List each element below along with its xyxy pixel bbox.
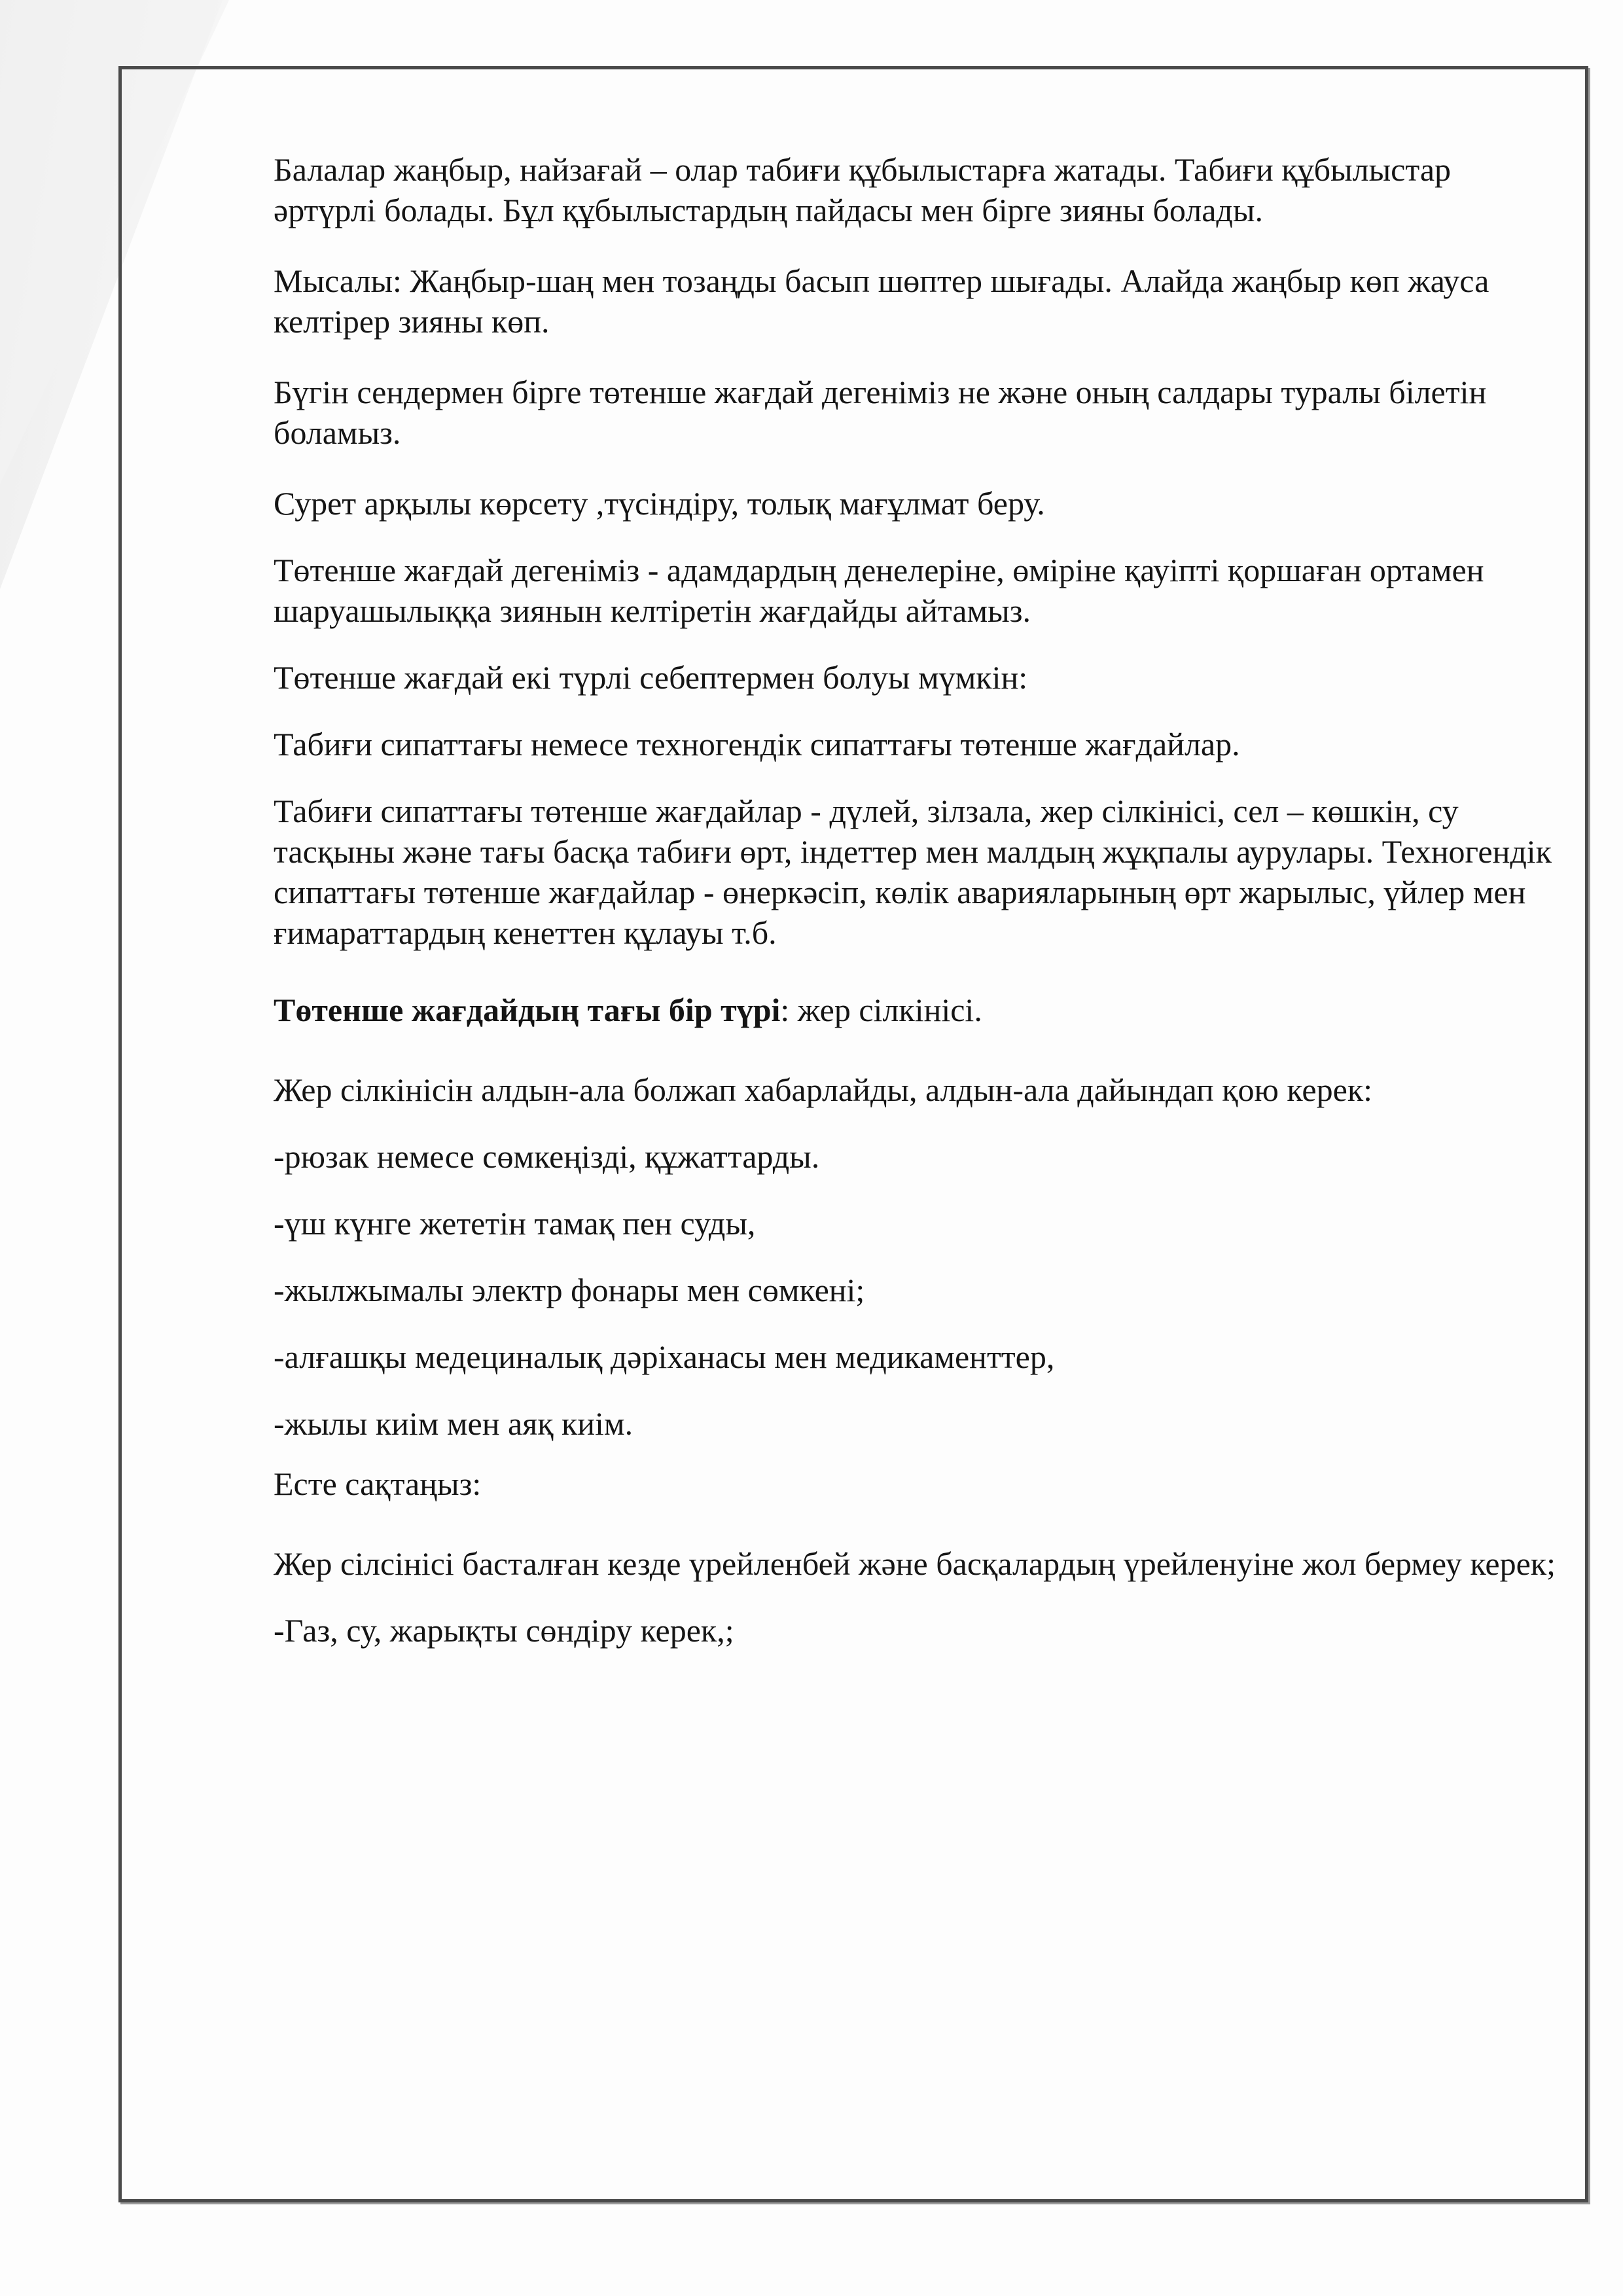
paragraph-pictures: Сурет арқылы көрсету ,түсіндіру, толық мағұлмат беру. bbox=[274, 485, 1045, 522]
earthquake-heading-rest: : жер сілкінісі. bbox=[780, 992, 982, 1028]
earthquake-heading-bold: Төтенше жағдайдың тағы бір түрі bbox=[274, 992, 781, 1028]
paragraph-definition: Төтенше жағдай дегеніміз - адамдардың денелеріне, өміріне қауіпті қоршаған ортамен шаруашылыққа зиянын келтіретін жағдайды айтамыз. bbox=[274, 552, 1484, 629]
paragraph-two-causes: Төтенше жағдай екі түрлі себептермен болуы мүмкін: bbox=[274, 659, 1028, 696]
list-item: -рюзак немесе сөмкеңізді, құжаттарды. bbox=[274, 1138, 820, 1175]
paragraph-types: Табиғи сипаттағы немесе техногендік сипаттағы төтенше жағдайлар. bbox=[274, 726, 1240, 762]
list-item: -жылжымалы электр фонары мен сөмкені; bbox=[274, 1272, 865, 1308]
paragraph-no-panic: Жер сілсінісі басталған кезде үрейленбей және басқалардың үрейленуіне жол бермеу керек; bbox=[274, 1545, 1556, 1582]
paragraph-natural-technogenic: Табиғи сипаттағы төтенше жағдайлар - дүлей, зілзала, жер сілкінісі, сел – көшкін, су тасқыны және тағы басқа табиғи өрт, індеттер мен малдың жұқпалы аурулары. Техногендік сипаттағы төтенше жағдайлар - өнеркәсіп, көлік аварияларының өрт жарылыс, үйлер мен ғимараттардың кенеттен құлауы т.б. bbox=[274, 793, 1552, 951]
list-item: -үш күнге жететін тамақ пен суды, bbox=[274, 1205, 756, 1242]
paragraph-intro: Балалар жаңбыр, найзағай – олар табиғи құбылыстарға жатады. Табиғи құбылыстар әртүрлі болады. Бұл құбылыстардың пайдасы мен бірге зияны болады. bbox=[274, 151, 1452, 228]
paragraph-turn-off: -Газ, су, жарықты сөндіру керек,; bbox=[274, 1612, 734, 1649]
list-item: -алғашқы медециналық дәріханасы мен медикаменттер, bbox=[274, 1338, 1055, 1375]
remember-heading: Есте сақтаңыз: bbox=[274, 1465, 482, 1502]
paragraph-example: Мысалы: Жаңбыр-шаң мен тозаңды басып шөптер шығады. Алайда жаңбыр көп жауса келтірер зияны көп. bbox=[274, 262, 1489, 340]
paragraph-prepare: Жер сілкінісін алдын-ала болжап хабарлайды, алдын-ала дайындап қою керек: bbox=[274, 1071, 1373, 1108]
document-body bbox=[274, 149, 1556, 1651]
paragraph-earthquake bbox=[274, 990, 1556, 1030]
list-item: -жылы киім мен аяқ киім. bbox=[274, 1405, 633, 1442]
paragraph-today: Бүгін сендермен бірге төтенше жағдай дегеніміз не және оның салдары туралы білетін боламыз. bbox=[274, 374, 1487, 451]
